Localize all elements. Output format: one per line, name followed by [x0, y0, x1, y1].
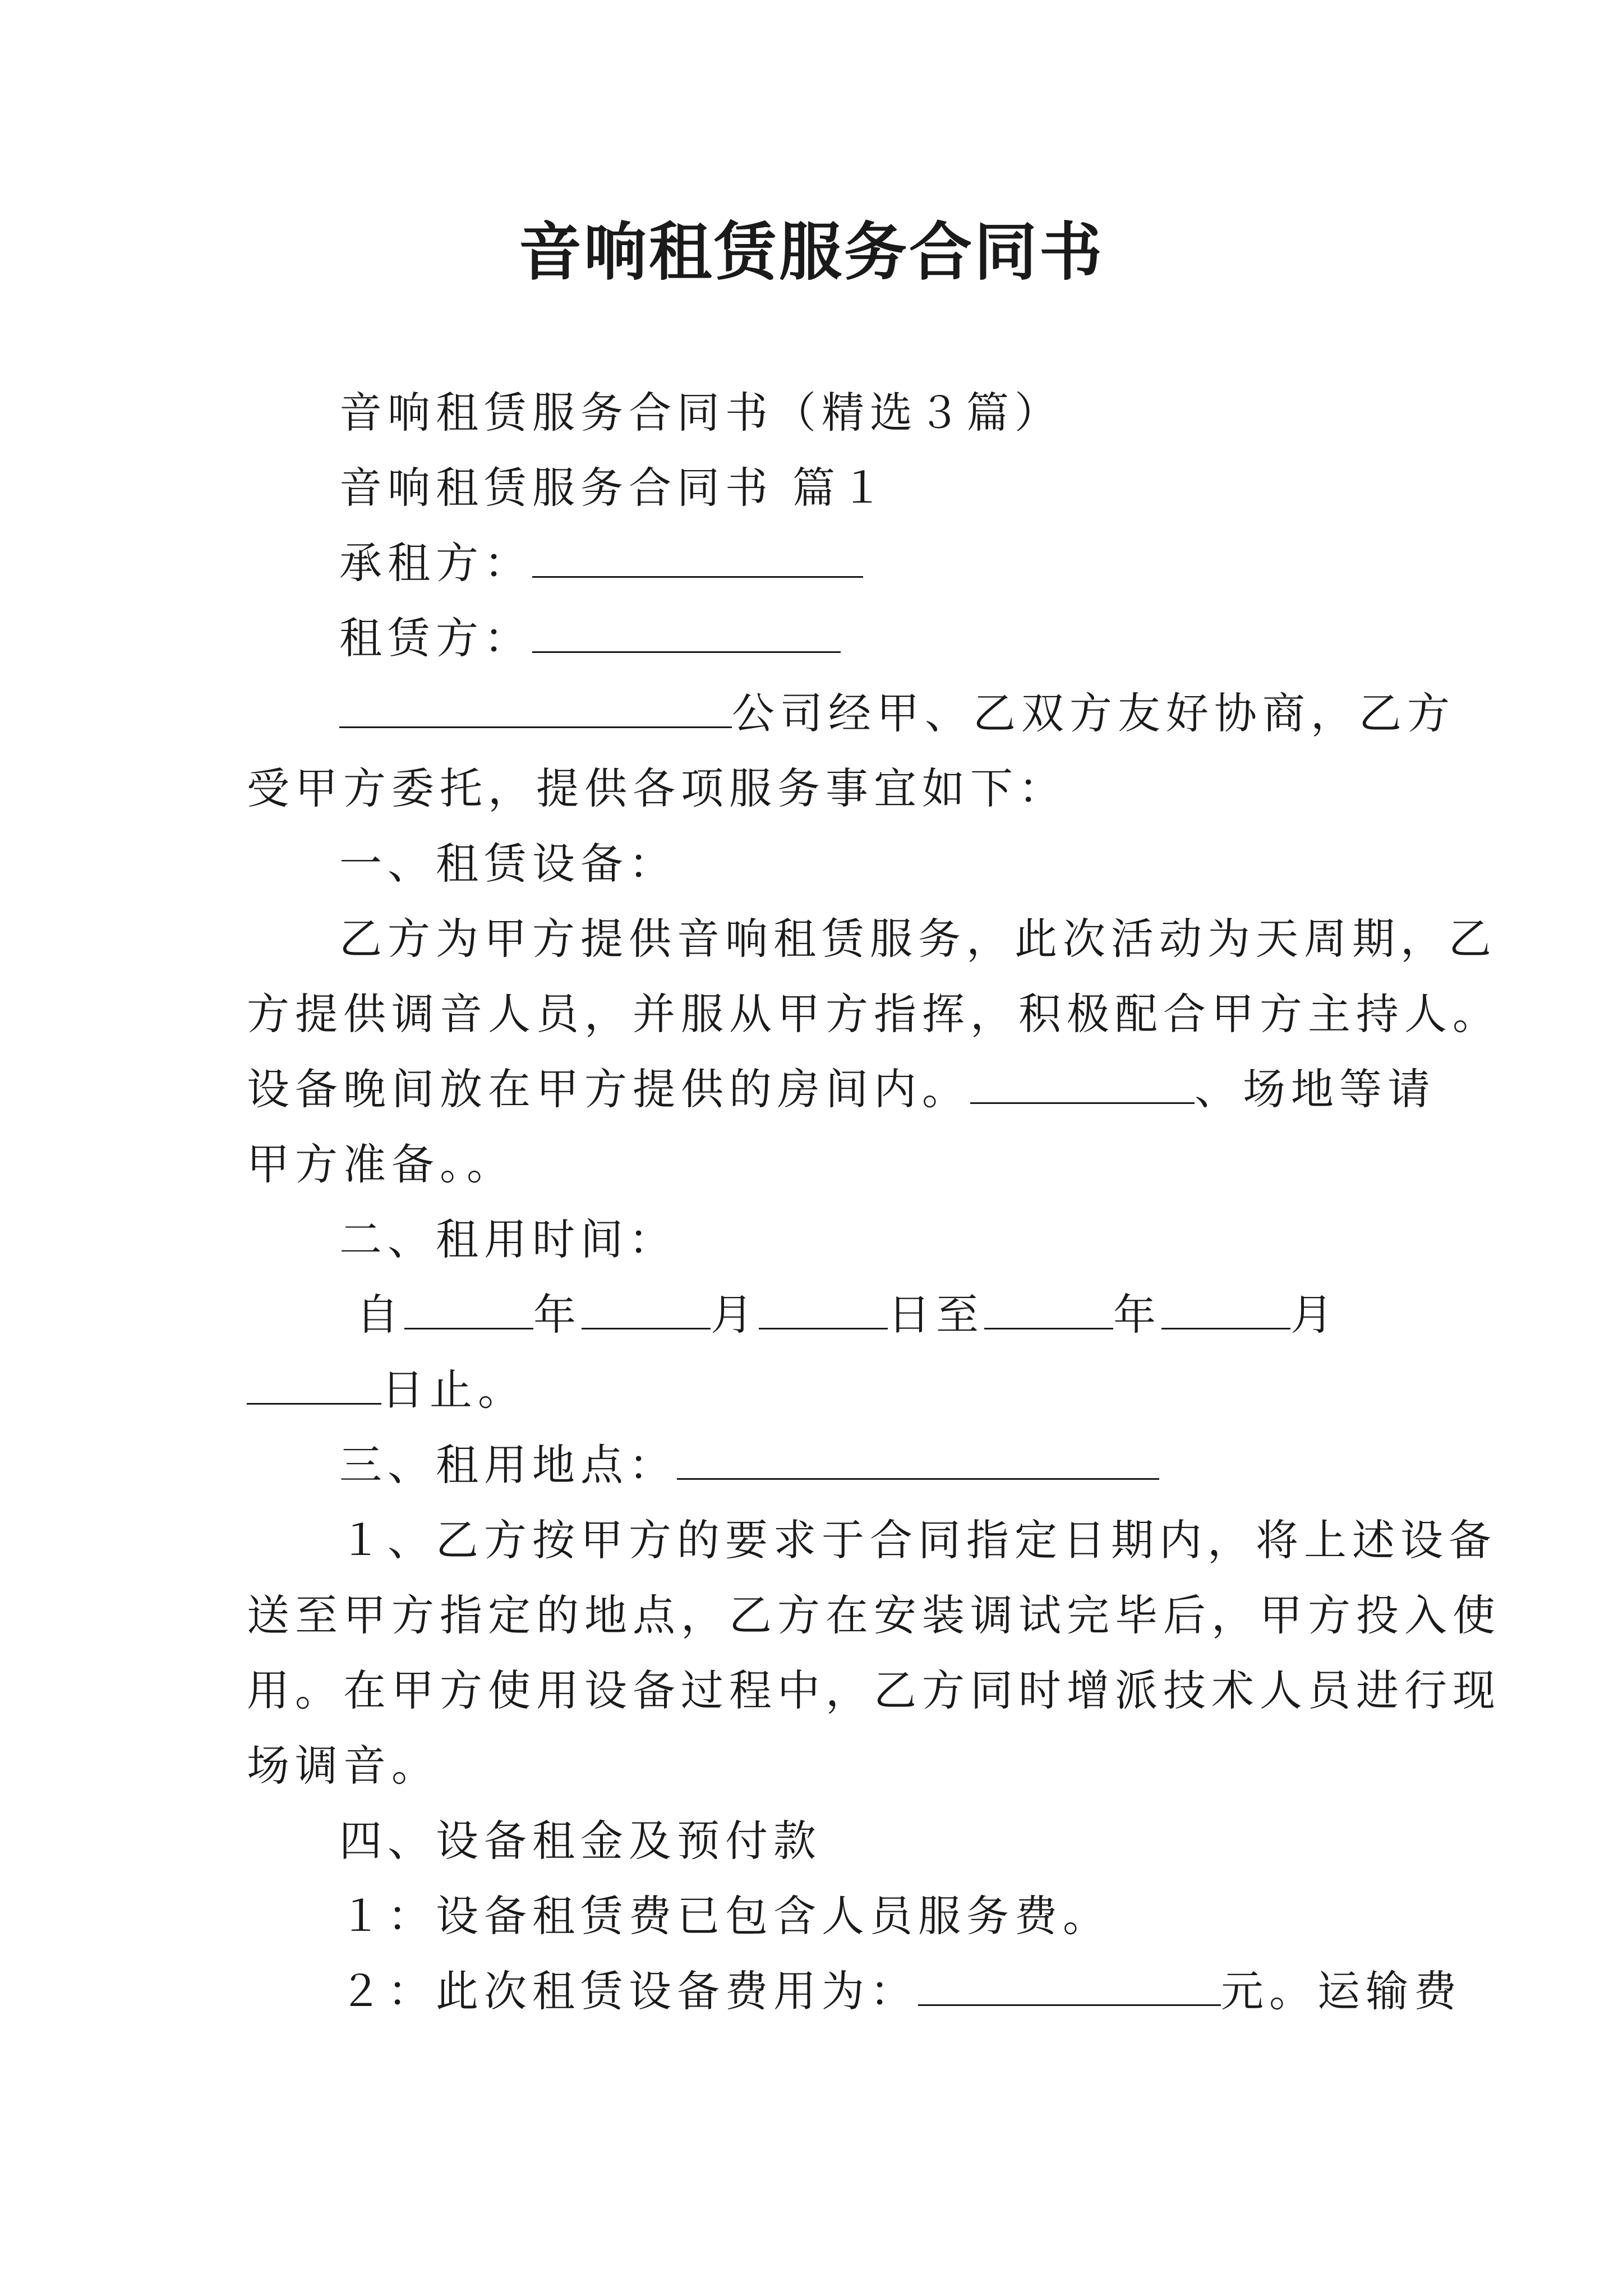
clause-1-line-4: 甲方准备。。 — [247, 1139, 515, 1189]
clause-3-item-1-line-4: 场调音。 — [247, 1741, 440, 1791]
location-blank[interactable] — [677, 1442, 1159, 1480]
clause-3-heading: 三、租用地点： — [339, 1438, 1489, 1492]
document-title: 音响租赁服务合同书 — [519, 215, 1104, 289]
intro-line-2: 受甲方委托，提供各项服务事宜如下： — [247, 763, 1067, 813]
start-day-blank[interactable] — [759, 1292, 888, 1329]
fee-blank[interactable] — [918, 1968, 1221, 2006]
clause-2-heading: 二、租用时间： — [339, 1214, 677, 1264]
start-month-blank[interactable] — [582, 1292, 711, 1329]
lessee-line: 承租方： — [339, 536, 1489, 590]
rental-period-line: 自 年 月 日至 年 月 — [356, 1290, 1339, 1340]
clause-4-heading: 四、设备租金及预付款 — [339, 1816, 822, 1866]
clause-3-item-1-line-2: 送至甲方指定的地点，乙方在安装调试完毕后，甲方投入使 — [247, 1590, 1501, 1640]
company-blank[interactable] — [339, 691, 732, 728]
section-heading: 音响租赁服务合同书 篇１ — [339, 463, 889, 513]
clause-3-item-1-line-1: １、乙方按甲方的要求于合同指定日期内，将上述设备 — [339, 1515, 1497, 1565]
subtitle-line: 音响租赁服务合同书（精选３篇） — [339, 388, 1063, 438]
start-year-blank[interactable] — [404, 1292, 533, 1329]
rental-period-end-line: 日止。 — [247, 1363, 1396, 1417]
clause-1-line-3: 设备晚间放在甲方提供的房间内。 、场地等请 — [247, 1064, 1436, 1114]
lessee-blank[interactable] — [532, 540, 863, 578]
end-year-blank[interactable] — [984, 1292, 1113, 1329]
clause-4-item-2: ２：此次租赁设备费用为： 元。运输费 — [339, 1966, 1462, 2016]
clause-1-line-1: 乙方为甲方提供音响租赁服务，此次活动为天周期，乙 — [339, 914, 1497, 964]
lessor-line: 租赁方： — [339, 611, 1489, 665]
intro-line-1: 公司经甲、乙双方友好协商，乙方 — [339, 687, 1489, 740]
clause-3-item-1-line-3: 用。在甲方使用设备过程中，乙方同时增派技术人员进行现 — [247, 1665, 1501, 1715]
equipment-blank[interactable] — [970, 1066, 1195, 1104]
clause-4-item-1: １：设备租赁费已包含人员服务费。 — [339, 1891, 1111, 1941]
clause-1-line-2: 方提供调音人员，并服从甲方指挥，积极配合甲方主持人。 — [247, 989, 1501, 1039]
end-day-blank[interactable] — [247, 1367, 381, 1405]
lessor-blank[interactable] — [532, 615, 841, 653]
end-month-blank[interactable] — [1161, 1292, 1290, 1329]
clause-1-heading: 一、租赁设备： — [339, 839, 677, 889]
